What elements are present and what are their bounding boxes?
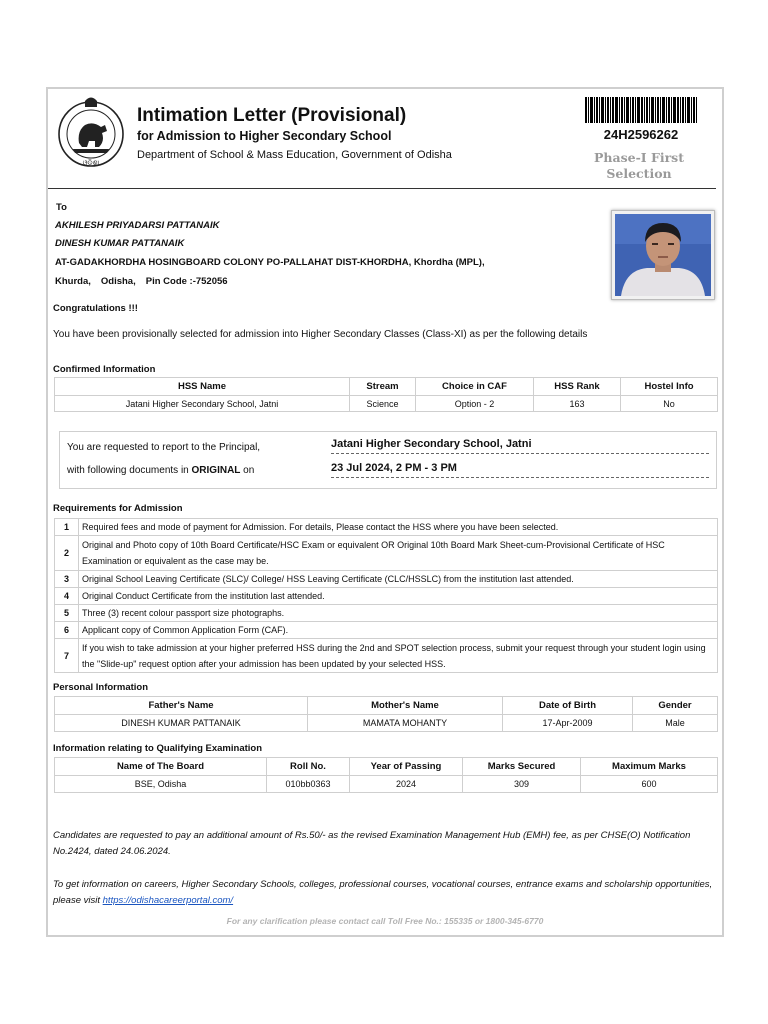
col-roll: Roll No. [267,758,350,776]
list-item [55,622,718,639]
career-note-text: To get information on careers, Higher Secondary Schools, colleges, professional courses, vocational courses, entrance exams and scholarship opportunities, please visit [53,879,713,906]
reporting-details-box [59,431,717,489]
address-state: Odisha, [100,276,136,287]
table-row [55,396,718,412]
letter-subtitle: for Admission to Higher Secondary School [137,129,392,143]
req-number: 3 [55,571,79,588]
father-name-value: DINESH KUMAR PATTANAIK [55,715,308,732]
report-instruction-line1: You are requested to report to the Principal, [67,442,261,453]
emh-fee-note: Candidates are requested to pay an additional amount of Rs.50/- as the revised Examination Management Hub (EMH) fee, as per CHSE(O) Notification No.2424, dated 24.06.2024. [53,830,691,857]
to-label: To [56,202,67,213]
req-text: Original Conduct Certificate from the institution last attended. [79,588,718,605]
req-text: Applicant copy of Common Application Form (CAF). [79,622,718,639]
year-value: 2024 [350,776,463,793]
confirmed-info-table [54,377,718,412]
intimation-letter [46,87,724,937]
exam-info-table [54,757,718,793]
req-number: 5 [55,605,79,622]
req-number: 4 [55,588,79,605]
phase-line-2: Selection [606,166,672,181]
col-marks-secured: Marks Secured [463,758,581,776]
req-text: Original School Leaving Certificate (SLC)/ College/ HSS Leaving Certificate (CLC/HSSLC) from the institution last attended. [79,571,718,588]
req-number: 6 [55,622,79,639]
list-item [55,605,718,622]
col-max-marks: Maximum Marks [581,758,718,776]
list-item [55,536,718,571]
list-item [55,519,718,536]
board-value: BSE, Odisha [55,776,267,793]
svg-text:ଓଡ଼ିଶା: ଓଡ଼ିଶା [82,159,100,167]
max-marks-value: 600 [581,776,718,793]
personal-info-table [54,696,718,732]
parent-name: DINESH KUMAR PATTANAIK [55,238,185,249]
col-gender: Gender [633,697,718,715]
col-hss-name: HSS Name [55,378,350,396]
stream-value: Science [350,396,416,412]
col-hostel: Hostel Info [621,378,718,396]
report-instruction-line2 [67,465,254,476]
header-divider [48,188,716,189]
address-line: AT-GADAKHORDHA HOSINGBOARD COLONY PO-PALLAHAT DIST-KHORDHA, Khordha (MPL), [55,257,485,268]
col-mother-name: Mother's Name [308,697,503,715]
col-board: Name of The Board [55,758,267,776]
report-datetime: 23 Jul 2024, 2 PM - 3 PM [331,462,709,478]
student-photo [611,210,715,300]
address-pin: Pin Code :-752056 [145,276,228,287]
table-header-row [55,378,718,396]
choice-value: Option - 2 [416,396,534,412]
selection-statement: You have been provisionally selected for admission into Higher Secondary Classes (Class-XI) as per the following details [53,329,588,340]
requirements-heading: Requirements for Admission [53,503,183,514]
hostel-value: No [621,396,718,412]
mother-name-value: MAMATA MOHANTY [308,715,503,732]
hss-name-value: Jatani Higher Secondary School, Jatni [55,396,350,412]
rank-value: 163 [534,396,621,412]
req-number: 7 [55,639,79,673]
col-dob: Date of Birth [503,697,633,715]
reference-number: 24H2596262 [603,127,679,142]
gender-value: Male [633,715,718,732]
report-line2-pre: with following documents in [67,465,192,476]
col-father-name: Father's Name [55,697,308,715]
phase-line-1: Phase-I First [594,150,684,165]
req-number: 2 [55,536,79,571]
address-city-line [55,276,238,287]
report-line2-original: ORIGINAL [191,465,241,476]
requirements-table [54,518,718,673]
col-year: Year of Passing [350,758,463,776]
personal-info-heading: Personal Information [53,682,149,693]
career-portal-note [53,877,718,909]
exam-info-heading: Information relating to Qualifying Examination [53,743,263,754]
table-header-row [55,697,718,715]
address-city: Khurda, [55,276,91,287]
letter-title: Intimation Letter (Provisional) [137,105,407,126]
marks-secured-value: 309 [463,776,581,793]
req-text: Required fees and mode of payment for Admission. For details, Please contact the HSS where you have been selected. [79,519,718,536]
req-text: Three (3) recent colour passport size photographs. [79,605,718,622]
student-name: AKHILESH PRIYADARSI PATTANAIK [55,220,220,231]
req-text: If you wish to take admission at your higher preferred HSS during the 2nd and SPOT selection process, submit your request through your student login using the "Slide-up" request option after your admission has been updated by your selected HSS. [79,639,718,673]
req-number: 1 [55,519,79,536]
odisha-emblem-logo [55,95,127,169]
roll-value: 010bb0363 [267,776,350,793]
table-row [55,776,718,793]
col-stream: Stream [350,378,416,396]
career-portal-link[interactable]: https://odishacareerportal.com/ [102,895,234,906]
congratulations-text: Congratulations !!! [53,303,138,314]
table-header-row [55,758,718,776]
report-line2-post: on [240,465,255,476]
col-rank: HSS Rank [534,378,621,396]
helpline-footer: For any clarification please contact call Toll Free No.: 155335 or 1800-345-6770 [226,916,544,926]
table-row [55,715,718,732]
barcode-image [585,97,697,123]
report-school: Jatani Higher Secondary School, Jatni [331,438,709,454]
department-name: Department of School & Mass Education, Government of Odisha [137,149,452,161]
list-item [55,639,718,673]
confirmed-info-heading: Confirmed Information [53,364,156,375]
phase-label [583,150,695,182]
list-item [55,571,718,588]
req-text: Original and Photo copy of 10th Board Certificate/HSC Exam or equivalent OR Original 10th Board Mark Sheet-cum-Provisional Certificate of HSC Examination or equivalent as the case may be. [79,536,718,571]
dob-value: 17-Apr-2009 [503,715,633,732]
col-choice: Choice in CAF [416,378,534,396]
list-item [55,588,718,605]
